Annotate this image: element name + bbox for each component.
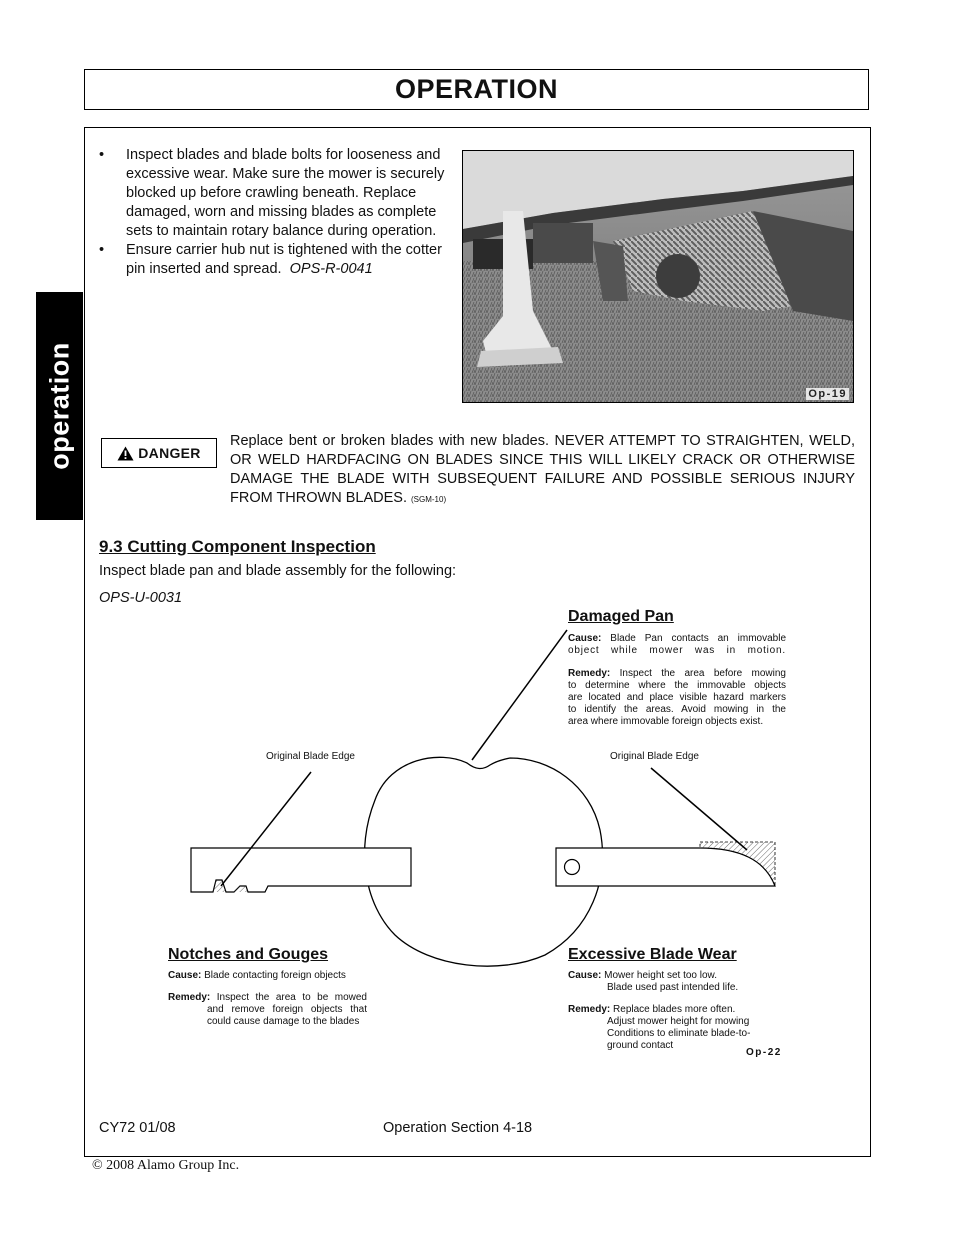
remedy-text: to identify the areas. Avoid mowing in the — [568, 704, 786, 715]
remedy-text: to determine where the immovable objects — [568, 680, 786, 691]
cause-text: Blade Pan contacts an immovable — [610, 633, 787, 644]
remedy-label: Remedy: — [168, 992, 211, 1003]
notched-blade — [191, 848, 411, 892]
section-heading: 9.3 Cutting Component Inspection — [99, 537, 376, 556]
danger-label: DANGER — [138, 445, 201, 461]
figure-label: Op-19 — [808, 388, 847, 400]
notches-remedy — [168, 992, 367, 1028]
blade-wear-cause — [568, 970, 768, 994]
damaged-pan-title: Damaged Pan — [568, 608, 674, 625]
figure-label: Op-22 — [746, 1047, 782, 1058]
footer-page: Operation Section 4-18 — [383, 1120, 533, 1136]
section-intro: Inspect blade pan and blade assembly for the following: — [99, 563, 457, 579]
bullet-text: Inspect blades and blade bolts for looseness and excessive wear. Make sure the mower is securely blocked up before crawling beneath. Replace damaged, worn and missing blades as complete sets to maintain rotary balance during operation. — [126, 147, 445, 239]
reference-code: OPS-R-0041 — [289, 261, 373, 277]
bullet-marker: • — [99, 147, 105, 163]
cause-text: Mower height set too low. — [604, 970, 717, 981]
left-edge-label: Original Blade Edge — [266, 751, 355, 762]
notches-title: Notches and Gouges — [168, 946, 329, 963]
cause-label: Cause: — [568, 633, 602, 644]
reference-code: OPS-U-0031 — [99, 590, 183, 606]
right-edge-leader — [651, 768, 747, 850]
danger-body: Replace bent or broken blades with new blades. NEVER ATTEMPT TO STRAIGHTEN, WELD, OR WELD HARDFACING ON BLADES SINCE THIS WILL LIKELY CRACK OR OTHERWISE DAMAGE THE BLADE WITH SUBSEQUENT FAILURE AND POSSIBLE SERIOUS INJURY FROM THROWN BLADES. — [230, 433, 855, 506]
worn-blade — [556, 842, 775, 886]
cause-label: Cause: — [568, 970, 602, 981]
damaged-pan-remedy — [568, 668, 786, 728]
blade-wear-title: Excessive Blade Wear — [568, 946, 737, 963]
right-edge-label: Original Blade Edge — [610, 751, 699, 762]
damaged-pan-cause — [568, 633, 786, 657]
remedy-text: could cause damage to the blades — [207, 1016, 360, 1027]
notches-cause — [168, 970, 367, 982]
remedy-label: Remedy: — [568, 668, 611, 679]
damaged-pan-block — [568, 608, 786, 728]
side-tab-label: operation — [44, 342, 74, 470]
cause-text: Blade used past intended life. — [607, 982, 739, 993]
bullet-body: Ensure carrier hub nut is tightened with the cotter pin inserted and spread. — [126, 242, 442, 277]
remedy-label: Remedy: — [568, 1004, 611, 1015]
footer-model: CY72 01/08 — [99, 1120, 176, 1136]
blade-wear-remedy — [568, 1004, 768, 1052]
remedy-text: Inspect the area before mowing — [619, 668, 786, 679]
page-title: OPERATION — [394, 74, 558, 104]
remedy-text: ground contact — [607, 1040, 674, 1051]
damaged-pan-leader — [472, 630, 567, 760]
blade-wear-block — [568, 946, 768, 1052]
cause-text: object while mower was in motion. — [568, 645, 786, 656]
cause-label: Cause: — [168, 970, 202, 981]
remedy-text: are located and place visible hazard markers — [568, 692, 786, 703]
remedy-text: Conditions to eliminate blade-to- — [607, 1028, 751, 1039]
remedy-text: area where immovable foreign objects exist. — [568, 716, 764, 727]
danger-code: (SGM-10) — [411, 495, 447, 504]
remedy-text: and remove foreign objects that — [207, 1004, 367, 1015]
cause-text: Blade contacting foreign objects — [204, 970, 346, 981]
remedy-text: Adjust mower height for mowing — [607, 1016, 750, 1027]
copyright: © 2008 Alamo Group Inc. — [92, 1158, 240, 1173]
bullet-marker: • — [99, 242, 105, 258]
remedy-text: Inspect the area to be mowed — [216, 992, 367, 1003]
remedy-text: Replace blades more often. — [613, 1004, 736, 1015]
notches-block — [168, 946, 367, 1028]
